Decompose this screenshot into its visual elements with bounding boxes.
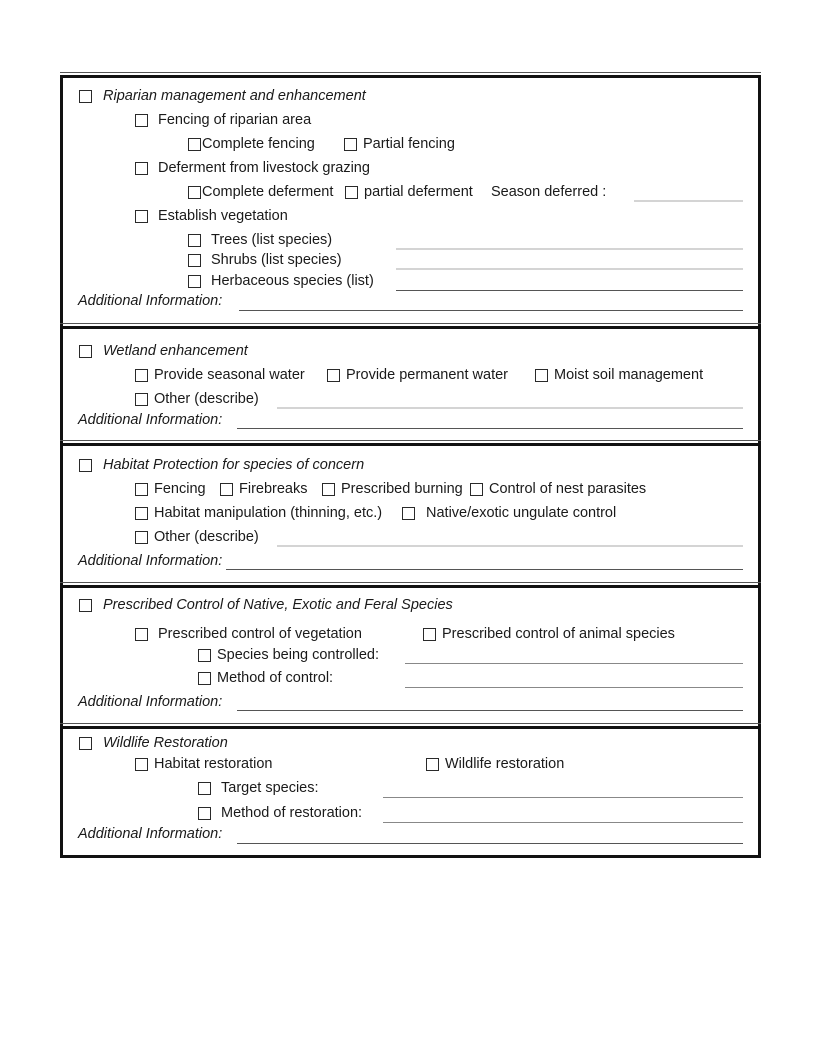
label-target-species: Target species: — [221, 780, 319, 796]
section-title: Wildlife Restoration — [103, 735, 228, 751]
herbaceous-field[interactable] — [396, 290, 743, 291]
checkbox-nest-parasites[interactable] — [470, 483, 483, 496]
checkbox-wetland-other[interactable] — [135, 393, 148, 406]
frame-top-rule — [60, 72, 761, 73]
checkbox-habitat-other[interactable] — [135, 531, 148, 544]
checkbox-wildlife-restoration[interactable] — [426, 758, 439, 771]
checkbox-partial-fencing[interactable] — [344, 138, 357, 151]
target-species-field[interactable] — [383, 797, 743, 798]
checkbox-establish-vegetation[interactable] — [135, 210, 148, 223]
checkbox-wildlife-restoration-section[interactable] — [79, 737, 92, 750]
checkbox-shrubs[interactable] — [188, 254, 201, 267]
additional-information-field[interactable] — [226, 569, 743, 570]
method-control-field[interactable] — [405, 687, 743, 688]
section-separator — [60, 723, 761, 724]
checkbox-species-controlled[interactable] — [198, 649, 211, 662]
checkbox-permanent-water[interactable] — [327, 369, 340, 382]
label-fencing-riparian: Fencing of riparian area — [158, 112, 312, 128]
label-prescribed-burning: Prescribed burning — [341, 481, 463, 497]
checkbox-complete-fencing[interactable] — [188, 138, 201, 151]
label-fencing: Fencing — [154, 481, 206, 497]
label-ungulate-control: Native/exotic ungulate control — [426, 505, 617, 521]
season-deferred-field[interactable] — [634, 200, 743, 202]
checkbox-ungulate-control[interactable] — [402, 507, 415, 520]
checkbox-deferment[interactable] — [135, 162, 148, 175]
label-method-control: Method of control: — [217, 670, 334, 686]
label-season-deferred: Season deferred : — [491, 184, 607, 200]
label-trees: Trees (list species) — [211, 232, 333, 248]
additional-information-field[interactable] — [237, 843, 743, 844]
section-separator — [60, 440, 761, 441]
label-partial-fencing: Partial fencing — [363, 136, 455, 152]
label-herbaceous: Herbaceous species (list) — [211, 273, 374, 289]
section-separator — [60, 323, 761, 324]
label-additional-information: Additional Information: — [78, 826, 223, 842]
label-habitat-other: Other (describe) — [154, 529, 259, 545]
section-separator — [60, 582, 761, 583]
checkbox-wetland-enhancement[interactable] — [79, 345, 92, 358]
label-control-animal: Prescribed control of animal species — [442, 626, 675, 642]
habitat-other-field[interactable] — [277, 545, 743, 547]
species-controlled-field[interactable] — [405, 663, 743, 664]
checkbox-riparian-management[interactable] — [79, 90, 92, 103]
checkbox-partial-deferment[interactable] — [345, 186, 358, 199]
label-permanent-water: Provide permanent water — [346, 367, 508, 383]
label-deferment: Deferment from livestock grazing — [158, 160, 370, 176]
checkbox-habitat-protection[interactable] — [79, 459, 92, 472]
label-wetland-other: Other (describe) — [154, 391, 259, 407]
label-partial-deferment: partial deferment — [364, 184, 473, 200]
checkbox-firebreaks[interactable] — [220, 483, 233, 496]
checkbox-seasonal-water[interactable] — [135, 369, 148, 382]
label-habitat-restoration: Habitat restoration — [154, 756, 273, 772]
checkbox-habitat-restoration[interactable] — [135, 758, 148, 771]
label-habitat-manipulation: Habitat manipulation (thinning, etc.) — [154, 505, 383, 521]
label-control-vegetation: Prescribed control of vegetation — [158, 626, 362, 642]
checkbox-method-control[interactable] — [198, 672, 211, 685]
checkbox-fencing[interactable] — [135, 483, 148, 496]
method-restoration-field[interactable] — [383, 822, 743, 823]
section-title: Riparian management and enhancement — [103, 88, 366, 104]
label-additional-information: Additional Information: — [78, 694, 223, 710]
trees-field[interactable] — [396, 248, 743, 250]
label-firebreaks: Firebreaks — [239, 481, 308, 497]
additional-information-field[interactable] — [239, 310, 743, 311]
checkbox-target-species[interactable] — [198, 782, 211, 795]
checkbox-trees[interactable] — [188, 234, 201, 247]
label-complete-deferment: Complete deferment — [202, 184, 334, 200]
label-nest-parasites: Control of nest parasites — [489, 481, 647, 497]
label-establish-vegetation: Establish vegetation — [158, 208, 288, 224]
label-additional-information: Additional Information: — [78, 293, 223, 309]
section-title: Prescribed Control of Native, Exotic and Feral Species — [103, 597, 453, 613]
checkbox-complete-deferment[interactable] — [188, 186, 201, 199]
checkbox-prescribed-control[interactable] — [79, 599, 92, 612]
label-method-restoration: Method of restoration: — [221, 805, 363, 821]
label-complete-fencing: Complete fencing — [202, 136, 315, 152]
checkbox-fencing-riparian[interactable] — [135, 114, 148, 127]
checkbox-herbaceous[interactable] — [188, 275, 201, 288]
wetland-other-field[interactable] — [277, 407, 743, 409]
checkbox-method-restoration[interactable] — [198, 807, 211, 820]
additional-information-field[interactable] — [237, 710, 743, 711]
label-seasonal-water: Provide seasonal water — [154, 367, 305, 383]
label-moist-soil: Moist soil management — [554, 367, 704, 383]
label-additional-information: Additional Information: — [78, 553, 223, 569]
shrubs-field[interactable] — [396, 268, 743, 270]
label-wildlife-restoration: Wildlife restoration — [445, 756, 565, 772]
label-additional-information: Additional Information: — [78, 412, 223, 428]
label-shrubs: Shrubs (list species) — [211, 252, 342, 268]
checkbox-control-vegetation[interactable] — [135, 628, 148, 641]
section-title: Habitat Protection for species of concern — [103, 457, 365, 473]
label-species-controlled: Species being controlled: — [217, 647, 380, 663]
checkbox-moist-soil[interactable] — [535, 369, 548, 382]
section-title: Wetland enhancement — [103, 343, 248, 359]
checkbox-control-animal[interactable] — [423, 628, 436, 641]
checkbox-habitat-manipulation[interactable] — [135, 507, 148, 520]
checkbox-prescribed-burning[interactable] — [322, 483, 335, 496]
additional-information-field[interactable] — [237, 428, 743, 429]
